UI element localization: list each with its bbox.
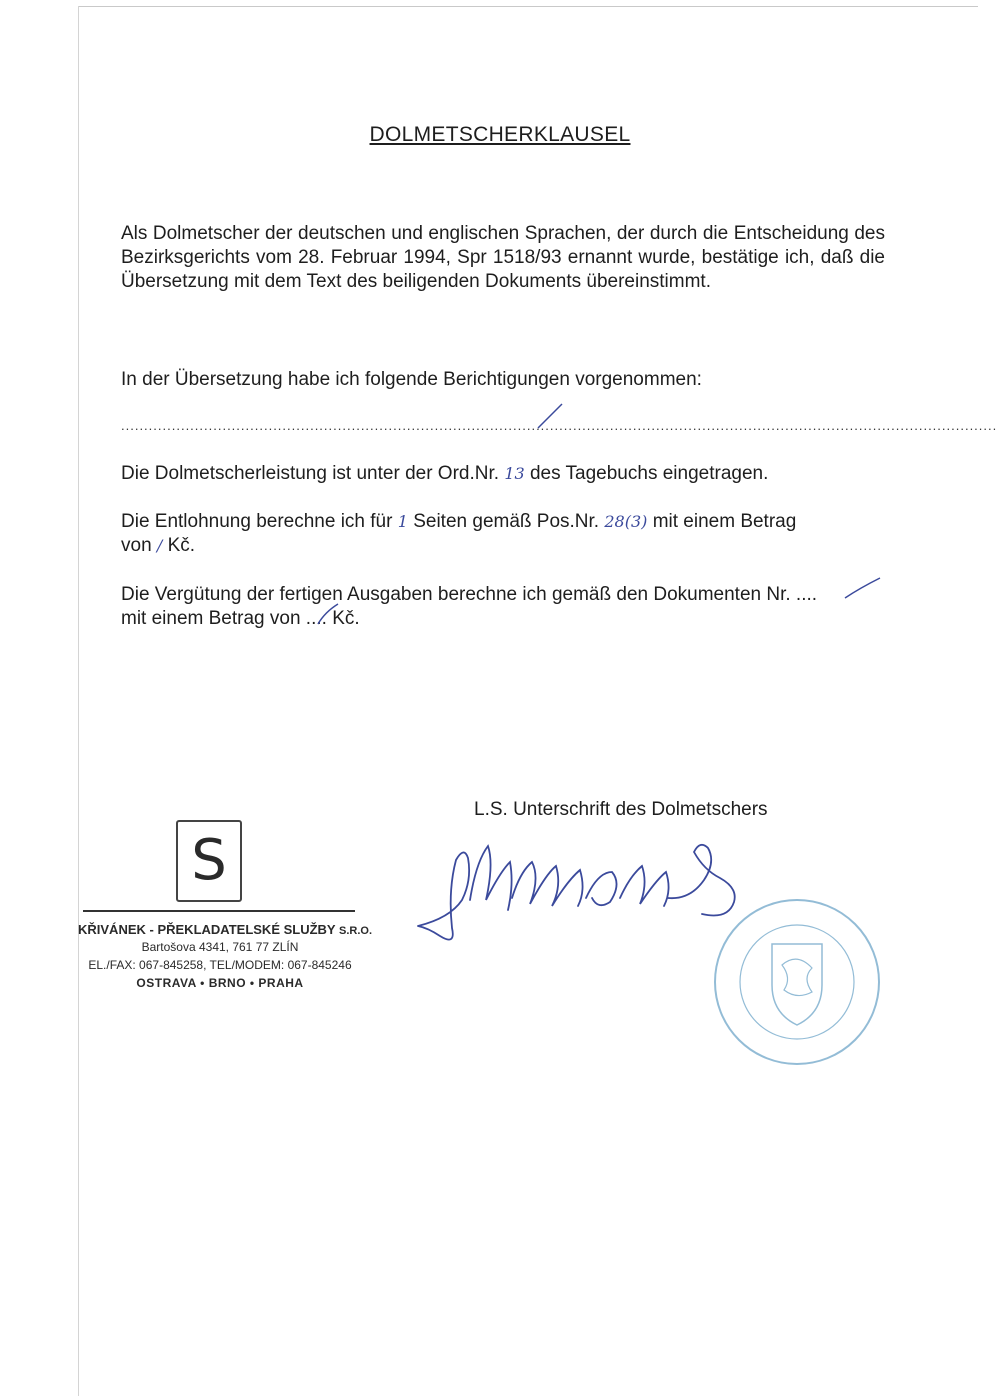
fee-text-2: Seiten gemäß Pos.Nr. [413,511,600,532]
fee-text-4: von [121,535,152,556]
fee-text-3: mit einem Betrag [652,511,797,532]
company-name-text: KŘIVÁNEK - PŘEKLADATELSKÉ SLUŽBY [78,922,336,937]
company-cities: OSTRAVA • BRNO • PRAHA [136,976,304,990]
fee-amount-dash-handwritten: / [156,536,163,555]
fee-text-1: Die Entlohnung berechne ich für [121,511,393,532]
company-logo-letter: S [191,828,227,893]
fee-position-handwritten: 28(3) [604,512,648,531]
expenses-text-3: Kč. [332,608,360,629]
expenses-amount-pen-stroke [318,604,338,624]
expenses-text-2: mit einem Betrag von [121,608,301,629]
expenses-number-pen-stroke [845,578,880,598]
stamp-coat-of-arms-icon [772,944,822,1025]
corrections-pen-stroke [538,404,562,428]
clause-paragraph-expenses: Die Vergütung der fertigen Ausgaben berechne ich gemäß den Dokumenten Nr. .... mit einem Betrag von .... Kč. [121,584,818,629]
company-address: Bartošova 4341, 761 77 ZLÍN [141,940,299,954]
company-phone: EL./FAX: 067-845258, TEL/MODEM: 067-845246 [88,958,352,972]
clause-paragraph-appointment: Als Dolmetscher der deutschen und englischen Sprachen, der durch die Entscheidung des Bezirksgerichts vom 28. Februar 1994, Spr 1518/93 ernannt wurde, bestätige ich, daß die Übersetzung mit dem Text des beiligenden Dokuments übereinstimmt. [121,223,885,292]
fee-pages-handwritten: 1 [397,512,408,531]
register-number-handwritten: 13 [504,464,525,483]
corrections-dotted-line: .............................................................................................................................................................................................. [121,418,998,433]
expenses-text-1: Die Vergütung der fertigen Ausgaben berechne ich gemäß den Dokumenten Nr. [121,584,791,605]
signature-label: L.S. Unterschrift des Dolmetschers [474,799,768,820]
translator-signature [418,845,735,940]
company-suffix: S.R.O. [339,925,373,937]
register-text-after: des Tagebuchs eingetragen. [529,463,769,484]
clause-paragraph-corrections: In der Übersetzung habe ich folgende Berichtigungen vorgenommen: [121,369,702,390]
document-title: DOLMETSCHERKLAUSEL [369,123,631,146]
translator-stamp [715,900,879,1064]
stamp-lion-icon [782,959,812,995]
fee-text-5: Kč. [167,535,196,556]
register-text-before: Die Dolmetscherleistung ist unter der Ord.Nr. [121,463,500,484]
